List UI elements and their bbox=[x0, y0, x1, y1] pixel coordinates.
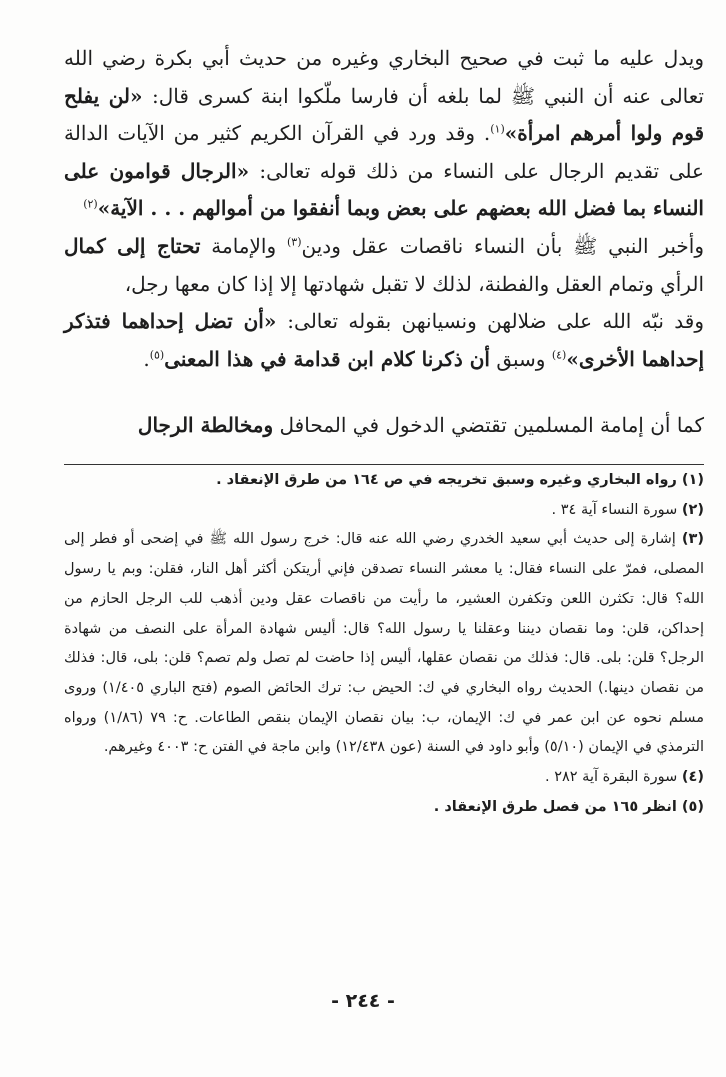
main-paragraph bbox=[64, 40, 704, 228]
footnote-text: سورة النساء آية ٣٤ . bbox=[551, 501, 682, 518]
text-segment: وسبق bbox=[489, 346, 552, 371]
footnote bbox=[64, 466, 704, 496]
text-segment: وأخبر النبي ﷺ بأن النساء ناقصات عقل ودين bbox=[301, 233, 704, 258]
footnote-number: (٥) bbox=[681, 798, 704, 815]
text-segment: . bbox=[143, 346, 150, 371]
main-paragraph bbox=[64, 228, 704, 303]
footnote-text: رواه البخاري وغيره وسبق تخريجه في ص ١٦٤ من طرق الإنعقاد . bbox=[216, 472, 682, 488]
text-segment: ويدل عليه ما ثبت في صحيح البخاري وغيره من حديث أبي بكرة رضي الله تعالى عنه أن النبي ﷺ لما بلغه أن فارسا ملّكوا ابنة كسرى قال: bbox=[64, 46, 704, 108]
main-text bbox=[64, 40, 704, 378]
page-number: - ٢٤٤ - bbox=[331, 990, 395, 1012]
footnote-text: سورة البقرة آية ٢٨٢ . bbox=[544, 769, 682, 786]
footnote bbox=[64, 763, 704, 793]
text-segment: والإمامة bbox=[200, 233, 287, 258]
footnote-ref: (٥) bbox=[149, 348, 165, 362]
text-segment: الرأي وتمام العقل والفطنة، لذلك لا تقبل شهادتها إلا إذا كان معها رجل، bbox=[124, 271, 704, 296]
text-segment: كما أن إمامة المسلمين تقتضي الدخول في المحافل bbox=[273, 413, 704, 437]
footnote-ref: (١) bbox=[490, 122, 505, 136]
footnotes bbox=[64, 466, 704, 822]
bold-phrase: تحتاج إلى كمال bbox=[64, 233, 201, 258]
footnote-number: (٢) bbox=[681, 501, 704, 518]
text-segment: . وقد ورد في القرآن الكريم كثير من الآيات الدالة على تقديم الرجال على النساء من ذلك قوله تعالى: bbox=[64, 121, 704, 183]
main-paragraph bbox=[64, 303, 704, 378]
footnote-ref: (٣) bbox=[286, 235, 302, 249]
footnote-text: انظر ١٦٥ من فصل طرق الإنعقاد . bbox=[433, 798, 682, 815]
footnote bbox=[64, 793, 704, 823]
footnote-ref: (٢) bbox=[83, 197, 98, 211]
text-segment: وقد نبّه الله على ضلالهن ونسيانهن بقوله تعالى: bbox=[287, 309, 705, 334]
quran-verse: «أن تضل إحداهما فتذكر إحداهما الأخرى» bbox=[64, 309, 704, 371]
footnote-number: (٣) bbox=[681, 531, 704, 548]
bold-phrase: ومخالطة الرجال bbox=[137, 413, 274, 437]
footnote-text: إشارة إلى حديث أبي سعيد الخدري رضي الله عنه قال: خرج رسول الله ﷺ في إضحى أو فطر إلى المصلى، فمرّ على النساء فقال: يا معشر النساء تصدقن فإني أريتكن أكثر أهل النار، فقلن: وبم يا رسول الله؟ قال: تكثرن اللعن وتكفرن العشير، ما رأيت من ناقصات عقل ودين أذهب للب الرجل الحازم من إحداكن، قلن: وما نقصان ديننا وعقلنا يا رسول الله؟ قال: أليس شهادة المرأة على النصف من شهادة الرجل؟ قلن: بلى. قال: فذلك من نقصان عقلها، أليس إذا حاضت لم تصل ولم تصم؟ قلن: بلى، قال: فذلك من نقصان دينها.) الحديث رواه البخاري في ك: الحيض ب: ترك الحائض الصوم (فتح الباري ١/٤٠٥) وروى مسلم نحوه عن ابن عمر في ك: الإيمان، ب: بيان نقصان الإيمان بنقص الطاعات. ح: ٧٩ (١/٨٦) ورواه الترمذي في الإيمان (٥/١٠) وأبو داود في السنة (عون ١٢/٤٣٨) وابن ماجة في الفتن ح: ٤٠٠٣ وغيرهم. bbox=[64, 531, 705, 756]
bold-phrase: أن ذكرنا كلام ابن قدامة في هذا المعنى bbox=[164, 346, 490, 371]
footnote-number: (٤) bbox=[681, 769, 704, 786]
footnote-number: (١) bbox=[681, 472, 704, 488]
footnote bbox=[64, 496, 704, 526]
footnote-ref: (٤) bbox=[551, 348, 567, 362]
quran-verse: «الرجال قوامون على النساء بما فضل الله بعضهم على بعض وبما أنفقوا من أموالهم . . . الآية» bbox=[64, 158, 704, 221]
footnote-divider bbox=[64, 464, 704, 465]
hadith-quote: «لن يفلح قوم ولوا أمرهم امرأة» bbox=[64, 83, 705, 146]
continuation-line bbox=[64, 407, 704, 443]
footnote bbox=[64, 525, 704, 763]
